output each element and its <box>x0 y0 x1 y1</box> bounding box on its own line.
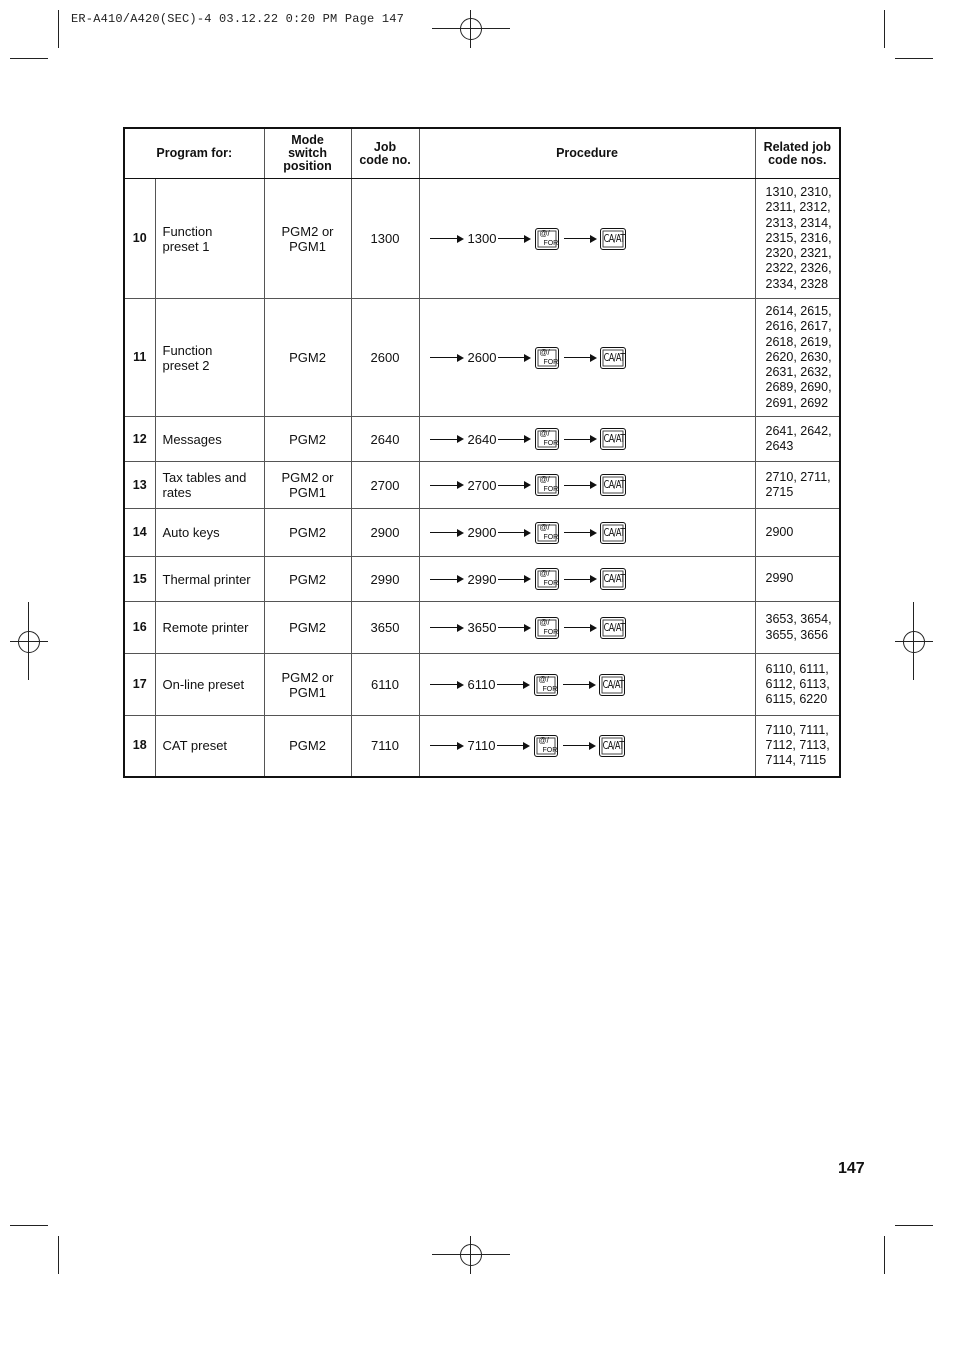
key-label: CA/AT <box>604 232 626 245</box>
program-name-line: On-line preset <box>162 677 245 692</box>
mode-switch-position <box>264 602 351 654</box>
ca-at-key-icon <box>600 474 626 496</box>
header-line: switch <box>288 146 327 160</box>
header-line: Mode <box>291 133 324 147</box>
for-key-icon <box>535 522 559 544</box>
mode-line: PGM2 <box>289 620 326 635</box>
related-job-codes <box>755 462 840 509</box>
job-code: 6110 <box>351 654 419 716</box>
for-key-icon <box>535 568 559 590</box>
mode-line: PGM1 <box>289 485 326 500</box>
mode-line: PGM2 or <box>281 470 334 485</box>
arrow-right-icon <box>430 235 464 243</box>
mode-switch-position <box>264 299 351 417</box>
table-row <box>124 509 840 557</box>
crop-mark <box>10 58 48 59</box>
job-code: 2700 <box>351 462 419 509</box>
mode-line: PGM1 <box>289 238 326 254</box>
program-name-line: CAT preset <box>162 738 228 754</box>
table-row <box>124 417 840 462</box>
job-code: 1300 <box>351 179 419 299</box>
table-row <box>124 179 840 299</box>
ca-at-key-icon <box>600 428 626 450</box>
related-line: 1310, 2310, <box>765 185 832 200</box>
program-name-line: preset 2 <box>162 357 210 373</box>
procedure-code: 2990 <box>467 571 497 587</box>
key-label: @/ <box>538 674 549 684</box>
related-job-codes <box>755 179 840 299</box>
registration-mark-icon <box>895 602 933 680</box>
key-label: CA/AT <box>604 433 626 445</box>
related-line: 2710, 2711, <box>765 469 831 484</box>
key-label: CA/AT <box>604 479 626 491</box>
header-related <box>755 128 840 179</box>
key-label: FOR <box>543 628 559 636</box>
program-name <box>155 417 264 462</box>
header-line: position <box>283 159 332 173</box>
related-line: 3653, 3654, <box>765 612 832 627</box>
key-label: @/ <box>539 429 550 438</box>
procedure-code: 2640 <box>467 431 497 447</box>
row-number: 16 <box>124 602 155 654</box>
procedure <box>419 557 755 602</box>
program-name <box>155 557 264 602</box>
arrow-right-icon <box>430 742 464 750</box>
header-line: code no. <box>359 152 411 167</box>
procedure <box>419 299 755 417</box>
table-row <box>124 299 840 417</box>
for-key-icon <box>535 428 559 450</box>
program-name-line: rates <box>162 485 192 500</box>
key-label: FOR <box>543 358 559 366</box>
mode-switch-position <box>264 654 351 716</box>
related-job-codes <box>755 509 840 557</box>
related-line: 7110, 7111, <box>765 722 829 737</box>
row-number: 12 <box>124 417 155 462</box>
row-number: 11 <box>124 299 155 417</box>
for-key-icon <box>535 228 559 250</box>
crop-mark <box>895 1225 933 1226</box>
related-line: 2689, 2690, <box>765 380 832 395</box>
related-line: 2334, 2328 <box>765 276 829 291</box>
program-name <box>155 602 264 654</box>
arrow-right-icon <box>564 354 597 362</box>
procedure <box>419 716 755 777</box>
crop-mark <box>58 10 59 48</box>
row-number: 13 <box>124 462 155 509</box>
mode-line: PGM2 <box>289 431 326 447</box>
key-label: @/ <box>539 522 550 532</box>
related-job-codes <box>755 557 840 602</box>
arrow-right-icon <box>497 681 530 689</box>
ca-at-key-icon <box>599 674 625 696</box>
header-line: Related job <box>763 139 831 154</box>
related-line: 2900 <box>765 524 794 539</box>
header-job-code <box>351 128 419 179</box>
mode-switch-position <box>264 417 351 462</box>
mode-line: PGM1 <box>289 684 326 700</box>
key-label: @/ <box>539 475 550 484</box>
mode-line: PGM2 <box>289 525 326 540</box>
procedure <box>419 462 755 509</box>
program-name-line: Function <box>162 342 213 358</box>
mode-line: PGM2 <box>289 571 326 587</box>
arrow-right-icon <box>430 529 464 537</box>
ca-at-key-icon <box>600 568 626 590</box>
crop-mark <box>884 1236 885 1274</box>
related-line: 2320, 2321, <box>765 246 832 261</box>
arrow-right-icon <box>564 235 597 243</box>
key-label: CA/AT <box>603 739 625 752</box>
header-line: code nos. <box>768 152 827 167</box>
program-name <box>155 716 264 777</box>
for-key-icon <box>534 674 558 696</box>
related-job-codes <box>755 716 840 777</box>
key-label: FOR <box>543 486 559 493</box>
arrow-right-icon <box>430 624 464 632</box>
crop-mark <box>10 1225 48 1226</box>
related-job-codes <box>755 299 840 417</box>
related-line: 3655, 3656 <box>765 627 829 642</box>
arrow-right-icon <box>564 624 597 632</box>
table-row <box>124 716 840 777</box>
ca-at-key-icon <box>600 617 626 639</box>
procedure <box>419 654 755 716</box>
job-code: 2600 <box>351 299 419 417</box>
job-code: 3650 <box>351 602 419 654</box>
key-label: FOR <box>543 580 559 587</box>
for-key-icon <box>535 347 559 369</box>
table-header-row <box>124 128 840 179</box>
arrow-right-icon <box>564 575 597 583</box>
for-key-icon <box>534 735 558 757</box>
arrow-right-icon <box>564 481 597 489</box>
crop-mark <box>58 1236 59 1274</box>
arrow-right-icon <box>564 435 597 443</box>
key-label: @/ <box>539 569 550 578</box>
job-code: 2640 <box>351 417 419 462</box>
program-name-line: Messages <box>162 431 222 447</box>
header-line: Job <box>373 139 397 154</box>
page-number: 147 <box>838 1160 865 1177</box>
key-label: CA/AT <box>604 621 626 634</box>
arrow-right-icon <box>430 435 464 443</box>
table-row <box>124 654 840 716</box>
arrow-right-icon <box>430 681 464 689</box>
crop-mark <box>895 58 933 59</box>
program-name <box>155 462 264 509</box>
header-mode-switch <box>264 128 351 179</box>
related-line: 2990 <box>765 571 794 586</box>
crop-mark <box>884 10 885 48</box>
key-label: FOR <box>543 533 559 541</box>
arrow-right-icon <box>498 235 531 243</box>
procedure <box>419 602 755 654</box>
related-line: 2620, 2630, <box>765 349 832 364</box>
key-label: CA/AT <box>604 573 626 585</box>
for-key-icon <box>535 617 559 639</box>
program-name <box>155 509 264 557</box>
key-label: @/ <box>539 228 550 238</box>
related-line: 2691, 2692 <box>765 395 829 410</box>
registration-mark-icon <box>432 1236 510 1274</box>
procedure-code: 1300 <box>467 231 497 246</box>
table-row <box>124 462 840 509</box>
procedure-code: 6110 <box>467 677 496 692</box>
arrow-right-icon <box>497 742 530 750</box>
job-code: 2900 <box>351 509 419 557</box>
related-line: 7114, 7115 <box>765 753 827 768</box>
mode-switch-position <box>264 509 351 557</box>
related-line: 2311, 2312, <box>765 200 831 215</box>
key-label: @/ <box>539 347 550 357</box>
related-line: 2616, 2617, <box>765 319 832 334</box>
arrow-right-icon <box>430 575 464 583</box>
key-label: FOR <box>542 746 558 754</box>
job-code: 2990 <box>351 557 419 602</box>
ca-at-key-icon <box>600 522 626 544</box>
row-number: 10 <box>124 179 155 299</box>
related-line: 2313, 2314, <box>765 215 832 230</box>
ca-at-key-icon <box>600 347 626 369</box>
mode-line: PGM2 <box>289 738 326 754</box>
mode-line: PGM2 or <box>281 223 334 239</box>
procedure-code: 2900 <box>467 525 497 540</box>
procedure <box>419 417 755 462</box>
key-label: FOR <box>542 685 558 693</box>
ca-at-key-icon <box>599 735 625 757</box>
program-name-line: Remote printer <box>162 620 249 635</box>
header-procedure: Procedure <box>419 128 755 179</box>
row-number: 18 <box>124 716 155 777</box>
program-name <box>155 299 264 417</box>
arrow-right-icon <box>498 435 531 443</box>
program-name-line: Auto keys <box>162 525 220 540</box>
key-label: FOR <box>543 440 559 447</box>
ca-at-key-icon <box>600 228 626 250</box>
program-name-line: Tax tables and <box>162 470 247 485</box>
registration-mark-icon <box>10 602 48 680</box>
table-row <box>124 557 840 602</box>
for-key-icon <box>535 474 559 496</box>
arrow-right-icon <box>498 529 531 537</box>
arrow-right-icon <box>563 742 596 750</box>
related-line: 6110, 6111, <box>765 661 829 676</box>
header-program-for: Program for: <box>124 128 264 179</box>
program-name <box>155 179 264 299</box>
row-number: 14 <box>124 509 155 557</box>
program-name-line: Thermal printer <box>162 571 251 587</box>
key-label: @/ <box>538 735 549 745</box>
arrow-right-icon <box>498 481 531 489</box>
procedure-code: 2700 <box>467 477 497 493</box>
key-label: FOR <box>543 239 559 247</box>
arrow-right-icon <box>498 575 531 583</box>
key-label: CA/AT <box>603 678 625 691</box>
procedure-code: 3650 <box>467 620 497 635</box>
program-name-line: preset 1 <box>162 238 210 254</box>
mode-line: PGM2 <box>289 350 326 365</box>
key-label: CA/AT <box>604 526 626 539</box>
key-label: CA/AT <box>604 351 626 364</box>
row-number: 15 <box>124 557 155 602</box>
related-line: 2322, 2326, <box>765 261 832 276</box>
program-name <box>155 654 264 716</box>
related-line: 2618, 2619, <box>765 334 832 349</box>
arrow-right-icon <box>430 354 464 362</box>
procedure-code: 7110 <box>467 738 496 754</box>
related-line: 6112, 6113, <box>765 676 830 691</box>
table-row <box>124 602 840 654</box>
job-code: 7110 <box>351 716 419 777</box>
key-label: @/ <box>539 617 550 627</box>
related-job-codes <box>755 417 840 462</box>
related-line: 6115, 6220 <box>765 692 828 707</box>
arrow-right-icon <box>498 354 531 362</box>
procedure <box>419 509 755 557</box>
mode-switch-position <box>264 716 351 777</box>
procedure-code: 2600 <box>467 350 497 365</box>
job-code-table <box>123 127 841 778</box>
arrow-right-icon <box>498 624 531 632</box>
procedure <box>419 179 755 299</box>
related-line: 2643 <box>765 439 794 453</box>
arrow-right-icon <box>563 681 596 689</box>
arrow-right-icon <box>564 529 597 537</box>
mode-switch-position <box>264 462 351 509</box>
related-line: 7112, 7113, <box>765 738 830 753</box>
related-job-codes <box>755 602 840 654</box>
page-header: ER-A410/A420(SEC)-4 03.12.22 0:20 PM Page 147 <box>71 12 405 26</box>
row-number: 17 <box>124 654 155 716</box>
program-name-line: Function <box>162 223 213 239</box>
mode-switch-position <box>264 179 351 299</box>
arrow-right-icon <box>430 481 464 489</box>
related-line: 2715 <box>765 485 794 499</box>
related-line: 2614, 2615, <box>765 304 832 319</box>
related-line: 2641, 2642, <box>765 423 832 438</box>
registration-mark-icon <box>432 10 510 48</box>
mode-switch-position <box>264 557 351 602</box>
related-line: 2315, 2316, <box>765 230 832 245</box>
related-job-codes <box>755 654 840 716</box>
related-line: 2631, 2632, <box>765 365 832 380</box>
mode-line: PGM2 or <box>281 669 334 685</box>
